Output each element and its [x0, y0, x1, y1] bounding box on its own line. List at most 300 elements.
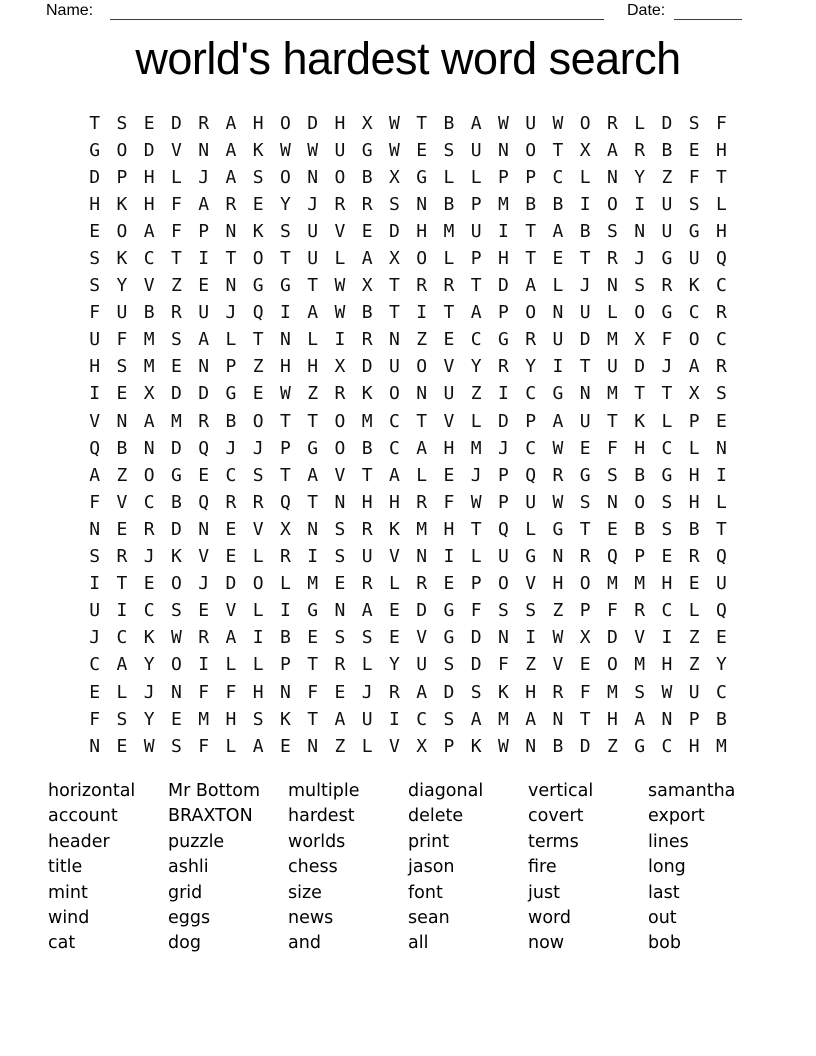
grid-letter: O [334, 410, 346, 432]
grid-letter: E [116, 383, 128, 405]
grid-letter: L [525, 518, 537, 540]
grid-letter: V [198, 546, 210, 568]
grid-letter: Y [143, 708, 155, 730]
grid-letter: F [116, 329, 128, 351]
grid-letter: D [361, 356, 373, 378]
grid-letter: N [198, 518, 210, 540]
name-fill-in-line [110, 1, 604, 20]
grid-letter: E [388, 627, 400, 649]
grid-letter: L [225, 654, 237, 676]
date-fill-in-line [674, 1, 742, 20]
grid-letter: H [661, 573, 673, 595]
grid-letter: U [688, 248, 700, 270]
grid-letter: C [143, 248, 155, 270]
grid-letter: M [606, 383, 618, 405]
grid-letter: E [688, 573, 700, 595]
grid-letter: H [688, 491, 700, 513]
grid-letter: I [198, 654, 210, 676]
grid-letter: W [661, 681, 673, 703]
grid-letter: N [170, 681, 182, 703]
grid-letter: L [443, 166, 455, 188]
grid-letter: N [416, 383, 428, 405]
grid-letter: C [143, 491, 155, 513]
grid-letter: S [170, 735, 182, 757]
grid-letter: P [116, 166, 128, 188]
grid-letter: S [170, 329, 182, 351]
page-title: world's hardest word search [135, 33, 681, 84]
word-item: grid [168, 882, 203, 903]
grid-letter: I [279, 302, 291, 324]
grid-letter: C [89, 654, 101, 676]
grid-letter: S [497, 600, 509, 622]
grid-letter: C [661, 437, 673, 459]
grid-letter: A [307, 302, 319, 324]
grid-letter: T [307, 491, 319, 513]
grid-letter: G [170, 464, 182, 486]
grid-letter: P [225, 356, 237, 378]
grid-letter: A [307, 464, 319, 486]
grid-letter: O [334, 437, 346, 459]
word-item: lines [648, 831, 689, 852]
word-item: account [48, 806, 118, 827]
grid-letter: M [606, 573, 618, 595]
grid-letter: D [307, 112, 319, 134]
grid-letter: N [334, 491, 346, 513]
grid-letter: H [89, 193, 101, 215]
grid-letter: F [579, 681, 591, 703]
grid-letter: M [606, 329, 618, 351]
grid-letter: T [307, 654, 319, 676]
grid-letter: M [634, 573, 646, 595]
grid-letter: H [552, 573, 564, 595]
grid-letter: C [552, 166, 564, 188]
grid-letter: G [252, 275, 264, 297]
grid-letter: Y [715, 654, 727, 676]
word-item: BRAXTON [168, 806, 253, 827]
grid-letter: R [170, 302, 182, 324]
grid-letter: L [225, 329, 237, 351]
grid-letter: R [715, 356, 727, 378]
grid-letter: W [279, 383, 291, 405]
grid-letter: D [198, 383, 210, 405]
word-item: hardest [288, 806, 355, 827]
grid-letter: U [307, 220, 319, 242]
grid-letter: G [661, 248, 673, 270]
word-column [48, 779, 168, 957]
grid-letter: S [334, 627, 346, 649]
word-item: export [648, 806, 705, 827]
grid-letter: H [89, 356, 101, 378]
grid-letter: G [361, 139, 373, 161]
word-item: all [408, 933, 429, 954]
grid-letter: V [443, 356, 455, 378]
grid-letter: E [688, 139, 700, 161]
grid-letter: R [688, 546, 700, 568]
grid-letter: H [661, 654, 673, 676]
grid-letter: L [252, 654, 264, 676]
grid-letter: T [307, 410, 319, 432]
grid-letter: A [470, 708, 482, 730]
grid-letter: C [116, 627, 128, 649]
grid-letter: P [470, 248, 482, 270]
word-column [648, 779, 768, 957]
grid-letter: Q [525, 464, 537, 486]
grid-letter: W [279, 139, 291, 161]
grid-letter: M [606, 681, 618, 703]
grid-letter: N [579, 383, 591, 405]
grid-letter: H [525, 681, 537, 703]
grid-letter: U [579, 302, 591, 324]
grid-letter: U [525, 491, 537, 513]
grid-letter: E [606, 518, 618, 540]
grid-letter: V [116, 491, 128, 513]
grid-letter: U [334, 139, 346, 161]
grid-letter: S [688, 112, 700, 134]
grid-letter: T [307, 708, 319, 730]
grid-letter: Z [334, 735, 346, 757]
grid-letter: C [470, 329, 482, 351]
grid-letter: G [552, 383, 564, 405]
grid-letter: D [634, 356, 646, 378]
grid-letter: G [443, 600, 455, 622]
grid-letter: P [470, 573, 482, 595]
grid-letter: K [143, 627, 155, 649]
grid-letter: M [307, 573, 319, 595]
grid-letter: R [552, 681, 564, 703]
word-item: horizontal [48, 781, 136, 801]
grid-letter: M [416, 518, 428, 540]
word-item: chess [288, 857, 338, 878]
word-item: and [288, 933, 321, 954]
grid-letter: O [116, 139, 128, 161]
grid-letter: B [361, 166, 373, 188]
grid-letter: U [89, 600, 101, 622]
grid-letter: J [634, 248, 646, 270]
grid-letter: N [225, 220, 237, 242]
grid-letter: I [252, 627, 264, 649]
grid-letter: U [661, 193, 673, 215]
grid-letter: T [307, 275, 319, 297]
grid-letter: B [688, 518, 700, 540]
grid-letter: B [525, 193, 537, 215]
grid-letter: E [198, 464, 210, 486]
grid-letter: D [579, 735, 591, 757]
grid-letter: R [606, 248, 618, 270]
grid-letter: G [634, 735, 646, 757]
grid-letter: L [688, 437, 700, 459]
grid-letter: R [416, 573, 428, 595]
grid-letter: I [89, 573, 101, 595]
grid-letter: R [361, 573, 373, 595]
grid-letter: M [198, 708, 210, 730]
grid-letter: B [170, 491, 182, 513]
grid-letter: X [334, 356, 346, 378]
grid-letter: F [688, 166, 700, 188]
grid-letter: U [307, 248, 319, 270]
grid-letter: Q [198, 437, 210, 459]
grid-letter: N [497, 627, 509, 649]
grid-letter: O [252, 573, 264, 595]
grid-letter: N [116, 410, 128, 432]
grid-letter: N [388, 329, 400, 351]
grid-letter: D [143, 139, 155, 161]
grid-letter: O [525, 302, 537, 324]
grid-letter: O [334, 166, 346, 188]
grid-letter: U [715, 573, 727, 595]
grid-letter: Q [606, 546, 618, 568]
grid-letter: D [497, 410, 509, 432]
grid-letter: K [388, 518, 400, 540]
grid-letter: I [579, 193, 591, 215]
grid-letter: E [170, 708, 182, 730]
grid-letter: T [416, 410, 428, 432]
grid-letter: R [388, 681, 400, 703]
grid-letter: L [715, 491, 727, 513]
grid-letter: L [307, 329, 319, 351]
grid-letter: G [497, 329, 509, 351]
grid-letter: A [334, 708, 346, 730]
grid-letter: P [470, 193, 482, 215]
grid-letter: C [225, 464, 237, 486]
word-item: font [408, 882, 443, 903]
grid-letter: E [170, 356, 182, 378]
grid-letter: O [170, 573, 182, 595]
grid-letter: U [198, 302, 210, 324]
grid-letter: L [552, 275, 564, 297]
grid-letter: U [116, 302, 128, 324]
word-item: size [288, 882, 322, 903]
grid-letter: P [497, 464, 509, 486]
grid-letter: W [143, 735, 155, 757]
grid-letter: S [661, 518, 673, 540]
grid-letter: K [361, 383, 373, 405]
grid-letter: D [470, 627, 482, 649]
grid-letter: L [715, 193, 727, 215]
grid-letter: B [443, 112, 455, 134]
grid-letter: E [661, 546, 673, 568]
grid-letter: D [170, 518, 182, 540]
grid-letter: V [416, 627, 428, 649]
grid-letter: T [525, 220, 537, 242]
grid-letter: O [579, 112, 591, 134]
grid-letter: I [198, 248, 210, 270]
grid-letter: W [552, 437, 564, 459]
grid-letter: R [416, 491, 428, 513]
word-column [528, 779, 648, 957]
grid-letter: C [715, 681, 727, 703]
grid-letter: V [252, 518, 264, 540]
grid-letter: R [198, 410, 210, 432]
grid-letter: Q [497, 518, 509, 540]
grid-letter: P [497, 302, 509, 324]
grid-letter: Z [307, 383, 319, 405]
grid-letter: G [307, 437, 319, 459]
grid-letter: W [552, 112, 564, 134]
grid-letter: X [688, 383, 700, 405]
grid-letter: J [143, 681, 155, 703]
grid-letter: A [525, 275, 537, 297]
grid-letter: R [361, 518, 373, 540]
grid-letter: E [715, 410, 727, 432]
grid-letter: W [470, 491, 482, 513]
grid-letter: W [552, 627, 564, 649]
grid-letter: L [361, 654, 373, 676]
grid-letter: O [416, 248, 428, 270]
date-label: Date: [627, 2, 666, 19]
grid-letter: K [252, 220, 264, 242]
grid-letter: P [525, 410, 537, 432]
grid-letter: S [688, 193, 700, 215]
word-item: now [528, 933, 565, 954]
word-item: out [648, 908, 677, 929]
grid-letter: T [116, 573, 128, 595]
grid-letter: N [89, 518, 101, 540]
grid-letter: U [361, 546, 373, 568]
grid-letter: F [443, 491, 455, 513]
grid-letter: E [252, 193, 264, 215]
grid-letter: I [334, 329, 346, 351]
grid-letter: J [198, 166, 210, 188]
grid-letter: Y [388, 654, 400, 676]
grid-letter: D [89, 166, 101, 188]
grid-letter: V [552, 654, 564, 676]
grid-letter: O [252, 248, 264, 270]
grid-letter: E [225, 546, 237, 568]
grid-letter: Q [715, 248, 727, 270]
grid-letter: A [606, 139, 618, 161]
grid-letter: K [470, 735, 482, 757]
grid-letter: K [634, 410, 646, 432]
grid-letter: S [170, 600, 182, 622]
grid-letter: V [334, 220, 346, 242]
grid-letter: A [143, 410, 155, 432]
grid-letter: T [579, 708, 591, 730]
grid-letter: E [552, 248, 564, 270]
grid-letter: H [443, 437, 455, 459]
grid-letter: F [307, 681, 319, 703]
grid-letter: D [225, 573, 237, 595]
grid-letter: B [661, 139, 673, 161]
grid-letter: O [525, 139, 537, 161]
grid-letter: E [416, 139, 428, 161]
grid-letter: U [497, 546, 509, 568]
grid-letter: V [334, 464, 346, 486]
grid-letter: A [634, 708, 646, 730]
grid-letter: B [715, 708, 727, 730]
grid-letter: N [416, 193, 428, 215]
grid-letter: V [143, 275, 155, 297]
grid-letter: R [198, 112, 210, 134]
grid-letter: I [279, 600, 291, 622]
grid-letter: N [552, 302, 564, 324]
grid-letter: W [334, 302, 346, 324]
grid-letter: R [279, 546, 291, 568]
grid-letter: S [443, 654, 455, 676]
grid-letter: T [634, 383, 646, 405]
grid-letter: S [89, 546, 101, 568]
grid-letter: P [443, 735, 455, 757]
grid-letter: S [606, 220, 618, 242]
word-item: fire [528, 857, 557, 878]
grid-letter: G [279, 275, 291, 297]
word-item: Mr Bottom [168, 781, 261, 801]
grid-letter: H [143, 166, 155, 188]
word-item: word [528, 908, 572, 929]
grid-letter: E [116, 735, 128, 757]
grid-letter: R [361, 329, 373, 351]
grid-letter: R [334, 654, 346, 676]
grid-letter: J [198, 573, 210, 595]
grid-letter: S [715, 383, 727, 405]
grid-letter: M [170, 410, 182, 432]
grid-letter: I [116, 600, 128, 622]
grid-letter: A [89, 464, 101, 486]
grid-letter: L [443, 248, 455, 270]
grid-letter: L [116, 681, 128, 703]
word-item: puzzle [168, 831, 225, 852]
grid-letter: W [170, 627, 182, 649]
grid-letter: H [388, 491, 400, 513]
grid-letter: I [497, 383, 509, 405]
grid-letter: M [443, 220, 455, 242]
grid-letter: Y [143, 654, 155, 676]
grid-letter: X [388, 248, 400, 270]
grid-letter: C [525, 383, 537, 405]
grid-letter: O [606, 654, 618, 676]
grid-letter: E [579, 654, 591, 676]
grid-letter: N [497, 139, 509, 161]
grid-letter: R [497, 356, 509, 378]
grid-letter: J [143, 546, 155, 568]
grid-letter: I [715, 464, 727, 486]
grid-letter: K [688, 275, 700, 297]
grid-letter: B [361, 437, 373, 459]
grid-letter: C [661, 600, 673, 622]
grid-letter: S [334, 518, 346, 540]
grid-letter: F [661, 329, 673, 351]
grid-letter: T [416, 112, 428, 134]
grid-letter: T [661, 383, 673, 405]
grid-letter: Q [279, 491, 291, 513]
grid-letter: T [470, 518, 482, 540]
grid-letter: E [443, 573, 455, 595]
grid-letter: M [497, 193, 509, 215]
grid-letter: H [715, 139, 727, 161]
grid-letter: L [279, 573, 291, 595]
grid-letter: F [89, 708, 101, 730]
word-item: multiple [288, 781, 360, 801]
grid-letter: N [279, 329, 291, 351]
grid-letter: L [388, 573, 400, 595]
grid-letter: T [443, 302, 455, 324]
grid-letter: N [606, 166, 618, 188]
grid-letter: V [225, 600, 237, 622]
grid-letter: L [688, 600, 700, 622]
grid-letter: D [170, 112, 182, 134]
word-item: delete [408, 806, 464, 827]
grid-letter: T [552, 139, 564, 161]
grid-letter: X [416, 735, 428, 757]
grid-letter: H [688, 464, 700, 486]
word-item: eggs [168, 908, 211, 929]
word-item: news [288, 908, 334, 929]
grid-letter: S [443, 139, 455, 161]
grid-letter: D [579, 329, 591, 351]
grid-letter: N [634, 220, 646, 242]
grid-letter: Z [116, 464, 128, 486]
word-item: long [648, 857, 686, 878]
grid-letter: K [279, 708, 291, 730]
